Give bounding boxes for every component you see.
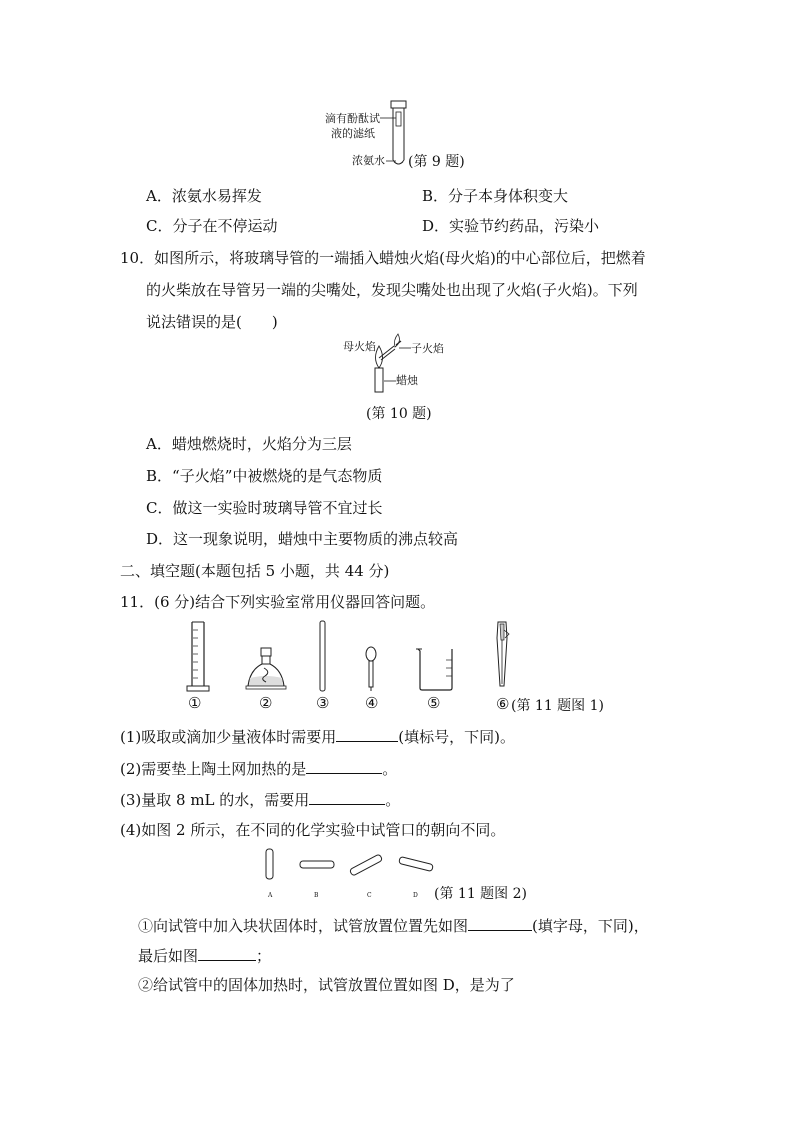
- tube-label-a: A: [268, 892, 273, 899]
- section-2-heading: 二、填空题(本题包括 5 小题，共 44 分): [120, 562, 390, 580]
- instrument-number-5: ⑤: [427, 694, 441, 712]
- beaker-icon: [414, 646, 458, 696]
- glass-rod-icon: [318, 620, 328, 696]
- q10-label-child-flame: 子火焰: [411, 342, 444, 355]
- q11-sub1-text-before: (1)吸取或滴加少量液体时需要用: [120, 728, 337, 746]
- q10-stem-line2: 的火柴放在导管另一端的尖嘴处，发现尖嘴处也出现了火焰(子火焰)。下列: [146, 281, 638, 299]
- instrument-number-4: ④: [365, 694, 379, 712]
- q9-label-filter-line1: 滴有酚酞试: [325, 112, 380, 125]
- q11-sub2: [120, 758, 397, 779]
- q11-sub1-answer-blank[interactable]: [336, 726, 398, 742]
- q10-stem-line1: 10．如图所示，将玻璃导管的一端插入蜡烛火焰(母火焰)的中心部位后，把燃着: [120, 249, 646, 267]
- test-tube-orientations-figure: [262, 848, 438, 888]
- q11-sub3-text-after: 。: [385, 791, 401, 809]
- dropper-icon: [364, 646, 378, 696]
- q10-child-leader: [399, 346, 411, 350]
- q10-label-candle: 蜡烛: [396, 374, 418, 387]
- q9-option-a: A．浓氨水易挥发: [146, 187, 262, 205]
- q9-option-c: C．分子在不停运动: [146, 217, 278, 235]
- instrument-number-2: ②: [259, 694, 273, 712]
- q11-sub1: [120, 726, 515, 747]
- q11-caption-figure-2: (第 11 题图 2): [434, 886, 527, 902]
- q11-sub4-1-line1: [138, 915, 649, 936]
- q11-sub4-1-text-before: ①向试管中加入块状固体时，试管放置位置先如图: [138, 917, 469, 935]
- q11-sub1-text-after: (填标号，下同)。: [398, 728, 515, 746]
- q10-label-mother-flame: 母火焰: [343, 340, 376, 353]
- q11-sub3: [120, 789, 400, 810]
- q11-sub4-1-line2-text-after: ；: [256, 947, 272, 965]
- q11-sub2-text-before: (2)需要垫上陶土网加热的是: [120, 760, 307, 778]
- q11-sub2-text-after: 。: [382, 760, 398, 778]
- q11-sub2-answer-blank[interactable]: [306, 758, 382, 774]
- tube-label-c: C: [367, 892, 372, 899]
- q11-sub4-1-answer-blank-2[interactable]: [198, 945, 256, 961]
- instrument-number-1: ①: [188, 694, 202, 712]
- q9-label-leader: [380, 116, 396, 120]
- q11-sub4: (4)如图 2 所示，在不同的化学实验中试管口的朝向不同。: [120, 821, 506, 839]
- q10-option-d: D．这一现象说明，蜡烛中主要物质的沸点较高: [146, 530, 459, 548]
- instrument-number-3: ③: [316, 694, 330, 712]
- q11-caption-figure-1: (第 11 题图 1): [511, 698, 604, 714]
- q10-option-a: A．蜡烛燃烧时，火焰分为三层: [146, 435, 352, 453]
- q11-sub4-1-answer-blank-1[interactable]: [468, 915, 532, 931]
- q9-option-b: B．分子本身体积变大: [422, 187, 569, 205]
- q11-sub4-1-line2-text-before: 最后如图: [138, 947, 199, 965]
- alcohol-lamp-icon: [244, 646, 288, 696]
- tube-label-b: B: [314, 892, 319, 899]
- q9-label-filter-line2: 液的滤纸: [331, 127, 375, 140]
- q11-sub3-text-before: (3)量取 8 mL 的水，需要用: [120, 791, 310, 809]
- q11-stem: 11．(6 分)结合下列实验室常用仪器回答问题。: [120, 593, 436, 611]
- test-tube-holder-icon: [492, 620, 512, 696]
- tube-label-d: D: [413, 892, 418, 899]
- q9-caption: (第 9 题): [408, 154, 465, 170]
- q10-option-c: C．做这一实验时玻璃导管不宜过长: [146, 499, 383, 517]
- q11-sub3-answer-blank[interactable]: [309, 789, 385, 805]
- q10-caption: (第 10 题): [366, 406, 432, 422]
- q9-label-ammonia-leader: [386, 160, 396, 164]
- q11-sub4-2: ②给试管中的固体加热时，试管放置位置如图 D，是为了: [138, 976, 515, 994]
- q10-stem-line3: 说法错误的是( ): [146, 313, 278, 331]
- q10-candle-leader: [384, 379, 396, 383]
- q9-label-ammonia: 浓氨水: [352, 154, 385, 167]
- instrument-number-6: ⑥: [496, 695, 510, 713]
- q10-option-b: B．“子火焰”中被燃烧的是气态物质: [146, 467, 383, 485]
- q11-sub4-1-text-after: (填字母，下同)，: [532, 917, 649, 935]
- q11-sub4-1-line2: [138, 945, 271, 966]
- graduated-cylinder-icon: [186, 620, 214, 698]
- q9-option-d: D．实验节约药品，污染小: [422, 217, 600, 235]
